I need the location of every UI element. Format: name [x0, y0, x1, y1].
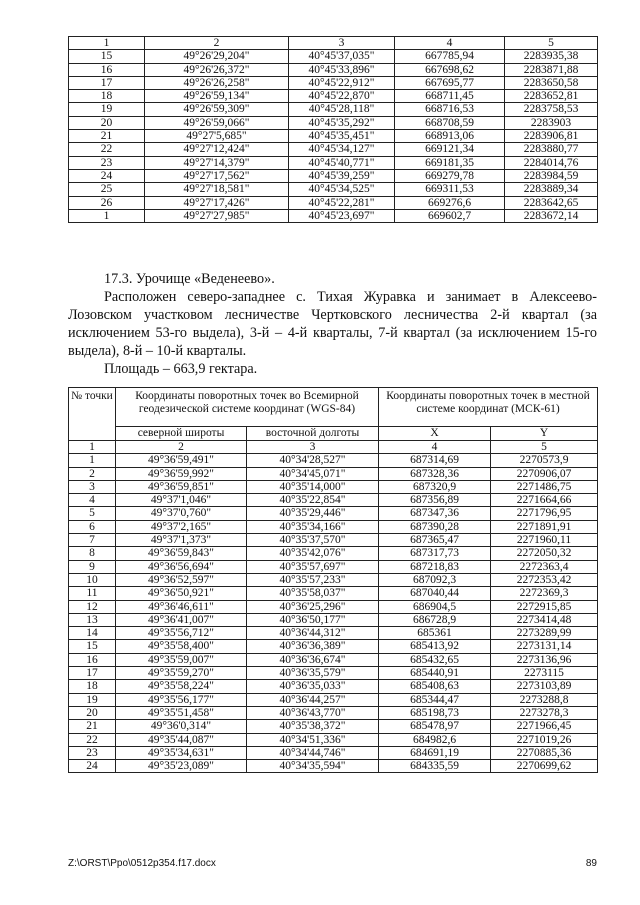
table-cell: 2273414,48	[491, 613, 598, 626]
table-cell: 49°35'23,089"	[116, 760, 247, 773]
table-cell: 49°36'59,851"	[116, 480, 247, 493]
table-cell: 2271664,66	[491, 494, 598, 507]
table-cell: 18	[69, 680, 116, 693]
table-cell: 24	[69, 169, 145, 182]
table-cell: 2272915,85	[491, 600, 598, 613]
table-row	[69, 454, 598, 467]
table-cell: 49°37'0,760"	[116, 507, 247, 520]
table-cell: 668711,45	[395, 90, 505, 103]
table-cell: 49°35'56,177"	[116, 693, 247, 706]
table-cell: 40°45'34,127"	[289, 143, 395, 156]
table-cell: 49°36'52,597"	[116, 573, 247, 586]
table-cell: 2272050,32	[491, 547, 598, 560]
table-cell: 685198,73	[379, 706, 491, 719]
table-cell: 40°35'29,446"	[247, 507, 379, 520]
table-numbering-row	[69, 37, 598, 50]
subheader-x: X	[379, 427, 491, 441]
table-cell: 669279,78	[395, 169, 505, 182]
table-cell: 40°45'40,771"	[289, 156, 395, 169]
table-cell: 2273289,99	[491, 627, 598, 640]
section-area: Площадь – 663,9 гектара.	[104, 361, 258, 377]
table-cell: 15	[69, 50, 145, 63]
table-cell: 49°26'26,372"	[145, 63, 289, 76]
table-cell: 2283650,58	[505, 76, 598, 89]
table-cell: 2	[69, 467, 116, 480]
table-cell: 40°36'43,770"	[247, 706, 379, 719]
table-cell: 24	[69, 760, 116, 773]
table-cell: 687365,47	[379, 534, 491, 547]
table-cell: 40°45'35,451"	[289, 130, 395, 143]
table-cell: 40°45'22,912"	[289, 76, 395, 89]
table-row	[69, 587, 598, 600]
header-point-number: № точки	[69, 388, 116, 441]
table-cell: 16	[69, 63, 145, 76]
table-cell: 2283652,81	[505, 90, 598, 103]
table-cell: 2283880,77	[505, 143, 598, 156]
table-cell: 40°36'50,177"	[247, 613, 379, 626]
table-cell: 10	[69, 573, 116, 586]
table-row	[69, 467, 598, 480]
table-cell: 49°36'50,921"	[116, 587, 247, 600]
table-cell: 685413,92	[379, 640, 491, 653]
table-cell: 687390,28	[379, 520, 491, 533]
table-cell: 686904,5	[379, 600, 491, 613]
table-body	[69, 50, 598, 223]
table-cell: 8	[69, 547, 116, 560]
table-cell: 15	[69, 640, 116, 653]
table-row	[69, 560, 598, 573]
table-row	[69, 547, 598, 560]
column-number: 3	[247, 441, 379, 454]
table-subheader-row	[69, 427, 598, 441]
page-number: 89	[585, 858, 597, 869]
table-cell: 2271966,45	[491, 720, 598, 733]
table-row	[69, 573, 598, 586]
table-cell: 1	[69, 454, 116, 467]
column-number: 2	[145, 37, 289, 50]
table-cell: 685432,65	[379, 653, 491, 666]
table-cell: 40°34'44,746"	[247, 746, 379, 759]
subheader-y: Y	[491, 427, 598, 441]
table-cell: 687317,73	[379, 547, 491, 560]
table-cell: 2284014,76	[505, 156, 598, 169]
table-cell: 40°45'39,259"	[289, 169, 395, 182]
table-row	[69, 116, 598, 129]
table-cell: 669276,6	[395, 196, 505, 209]
column-number: 2	[116, 441, 247, 454]
table-cell: 9	[69, 560, 116, 573]
table-cell: 2283871,88	[505, 63, 598, 76]
table-cell: 40°35'34,166"	[247, 520, 379, 533]
table-row	[69, 63, 598, 76]
table-cell: 669311,53	[395, 183, 505, 196]
table-cell: 667785,94	[395, 50, 505, 63]
table-cell: 2283903	[505, 116, 598, 129]
table-cell: 49°37'1,046"	[116, 494, 247, 507]
table-cell: 49°35'44,087"	[116, 733, 247, 746]
table-cell: 49°27'27,985"	[145, 209, 289, 222]
table-cell: 49°27'18,581"	[145, 183, 289, 196]
table-cell: 2273103,89	[491, 680, 598, 693]
table-cell: 49°37'1,373"	[116, 534, 247, 547]
table-cell: 2283984,59	[505, 169, 598, 182]
table-cell: 669181,35	[395, 156, 505, 169]
table-cell: 40°45'34,525"	[289, 183, 395, 196]
table-cell: 2283758,53	[505, 103, 598, 116]
table-cell: 40°35'14,000"	[247, 480, 379, 493]
table-row	[69, 196, 598, 209]
column-number: 3	[289, 37, 395, 50]
table-cell: 49°35'51,458"	[116, 706, 247, 719]
table-numbering-row	[69, 441, 598, 454]
table-cell: 25	[69, 183, 145, 196]
table-cell: 2270573,9	[491, 454, 598, 467]
table-cell: 16	[69, 653, 116, 666]
table-cell: 2283642,65	[505, 196, 598, 209]
table-row	[69, 169, 598, 182]
table-row	[69, 733, 598, 746]
table-cell: 684335,59	[379, 760, 491, 773]
table-cell: 49°27'17,562"	[145, 169, 289, 182]
table-cell: 40°36'36,674"	[247, 653, 379, 666]
table-cell: 40°35'37,570"	[247, 534, 379, 547]
table-cell: 668716,53	[395, 103, 505, 116]
table-cell: 40°35'38,372"	[247, 720, 379, 733]
table-row	[69, 667, 598, 680]
footer-file-path: Z:\ORST\Ppo\0512p354.f17.docx	[68, 858, 216, 869]
table-cell: 40°36'25,296"	[247, 600, 379, 613]
table-cell: 40°35'22,854"	[247, 494, 379, 507]
table-row	[69, 693, 598, 706]
header-wgs84: Координаты поворотных точек во Всемирной геодезической системе координат (WGS-84)	[116, 388, 379, 427]
table-cell: 2283672,14	[505, 209, 598, 222]
table-row	[69, 156, 598, 169]
table-cell: 685408,63	[379, 680, 491, 693]
table-cell: 49°27'5,685"	[145, 130, 289, 143]
table-cell: 685440,91	[379, 667, 491, 680]
table-cell: 40°35'57,697"	[247, 560, 379, 573]
table-cell: 5	[69, 507, 116, 520]
table-cell: 21	[69, 720, 116, 733]
table-cell: 49°26'59,066"	[145, 116, 289, 129]
table-cell: 49°36'0,314"	[116, 720, 247, 733]
table-cell: 2272369,3	[491, 587, 598, 600]
table-cell: 49°35'58,400"	[116, 640, 247, 653]
table-cell: 687092,3	[379, 573, 491, 586]
table-cell: 2283906,81	[505, 130, 598, 143]
table-cell: 2271796,95	[491, 507, 598, 520]
table-cell: 22	[69, 143, 145, 156]
table-row	[69, 534, 598, 547]
table-cell: 49°27'14,379"	[145, 156, 289, 169]
table-cell: 40°36'35,579"	[247, 667, 379, 680]
table-body	[69, 454, 598, 773]
table-cell: 687314,69	[379, 454, 491, 467]
subheader-latitude: северной широты	[116, 427, 247, 441]
table-cell: 49°36'56,694"	[116, 560, 247, 573]
table-row	[69, 76, 598, 89]
table-cell: 2273136,96	[491, 653, 598, 666]
table-row	[69, 706, 598, 719]
table-cell: 23	[69, 156, 145, 169]
table-row	[69, 480, 598, 493]
table-cell: 40°45'22,870"	[289, 90, 395, 103]
table-cell: 2283889,34	[505, 183, 598, 196]
table-row	[69, 627, 598, 640]
table-cell: 685344,47	[379, 693, 491, 706]
table-cell: 49°36'41,007"	[116, 613, 247, 626]
table-cell: 49°26'59,309"	[145, 103, 289, 116]
table-row	[69, 130, 598, 143]
table-row	[69, 520, 598, 533]
table-row	[69, 494, 598, 507]
section-heading: 17.3. Урочище «Веденеево».	[104, 271, 275, 287]
table-cell: 20	[69, 706, 116, 719]
table-row	[69, 760, 598, 773]
table-cell: 23	[69, 746, 116, 759]
table-cell: 2271891,91	[491, 520, 598, 533]
table-cell: 1	[69, 209, 145, 222]
table-cell: 2271960,11	[491, 534, 598, 547]
header-msk61: Координаты поворотных точек в местной системе координат (МСК-61)	[379, 388, 598, 427]
table-cell: 2270885,36	[491, 746, 598, 759]
table-cell: 687320,9	[379, 480, 491, 493]
table-cell: 685478,97	[379, 720, 491, 733]
table-cell: 40°45'22,281"	[289, 196, 395, 209]
table-row	[69, 600, 598, 613]
table-cell: 40°35'42,076"	[247, 547, 379, 560]
column-number: 5	[505, 37, 598, 50]
table-cell: 49°35'58,224"	[116, 680, 247, 693]
table-cell: 49°26'26,258"	[145, 76, 289, 89]
table-row	[69, 746, 598, 759]
table-cell: 40°36'44,312"	[247, 627, 379, 640]
coordinates-table-vedeneevo	[68, 387, 598, 773]
table-cell: 40°45'33,896"	[289, 63, 395, 76]
coordinates-table-continued	[68, 36, 598, 223]
table-cell: 687218,83	[379, 560, 491, 573]
table-cell: 18	[69, 90, 145, 103]
table-cell: 13	[69, 613, 116, 626]
table-cell: 667695,77	[395, 76, 505, 89]
table-cell: 21	[69, 130, 145, 143]
table-cell: 49°26'59,134"	[145, 90, 289, 103]
table-cell: 17	[69, 667, 116, 680]
table-cell: 40°34'28,527"	[247, 454, 379, 467]
table-cell: 2270699,62	[491, 760, 598, 773]
table-cell: 19	[69, 103, 145, 116]
table-cell: 3	[69, 480, 116, 493]
table-row	[69, 50, 598, 63]
table-cell: 40°34'35,594"	[247, 760, 379, 773]
table-row	[69, 209, 598, 222]
table-cell: 669121,34	[395, 143, 505, 156]
table-cell: 40°34'45,071"	[247, 467, 379, 480]
table-cell: 668913,06	[395, 130, 505, 143]
table-cell: 49°36'59,491"	[116, 454, 247, 467]
subheader-longitude: восточной долготы	[247, 427, 379, 441]
table-header-row	[69, 388, 598, 427]
table-row	[69, 90, 598, 103]
table-cell: 687356,89	[379, 494, 491, 507]
table-cell: 49°36'59,843"	[116, 547, 247, 560]
table-cell: 687328,36	[379, 467, 491, 480]
table-cell: 2273115	[491, 667, 598, 680]
table-cell: 667698,62	[395, 63, 505, 76]
table-cell: 49°35'59,270"	[116, 667, 247, 680]
table-row	[69, 680, 598, 693]
table-cell: 2273131,14	[491, 640, 598, 653]
column-number: 5	[491, 441, 598, 454]
table-cell: 7	[69, 534, 116, 547]
table-cell: 14	[69, 627, 116, 640]
table-row	[69, 103, 598, 116]
table-cell: 4	[69, 494, 116, 507]
table-row	[69, 507, 598, 520]
table-row	[69, 653, 598, 666]
column-number: 1	[69, 441, 116, 454]
table-cell: 687347,36	[379, 507, 491, 520]
table-cell: 687040,44	[379, 587, 491, 600]
table-cell: 49°36'59,992"	[116, 467, 247, 480]
table-cell: 2273288,8	[491, 693, 598, 706]
table-cell: 40°45'35,292"	[289, 116, 395, 129]
table-cell: 2272363,4	[491, 560, 598, 573]
column-number: 4	[395, 37, 505, 50]
table-cell: 17	[69, 76, 145, 89]
table-row	[69, 143, 598, 156]
table-cell: 684982,6	[379, 733, 491, 746]
table-cell: 40°36'35,033"	[247, 680, 379, 693]
table-cell: 6	[69, 520, 116, 533]
table-cell: 2271019,26	[491, 733, 598, 746]
table-cell: 20	[69, 116, 145, 129]
table-cell: 26	[69, 196, 145, 209]
table-cell: 49°37'2,165"	[116, 520, 247, 533]
table-cell: 2271486,75	[491, 480, 598, 493]
column-number: 1	[69, 37, 145, 50]
table-cell: 40°36'36,389"	[247, 640, 379, 653]
table-cell: 40°45'28,118"	[289, 103, 395, 116]
table-cell: 49°26'29,204"	[145, 50, 289, 63]
table-cell: 2270906,07	[491, 467, 598, 480]
table-cell: 2273278,3	[491, 706, 598, 719]
table-cell: 49°27'12,424"	[145, 143, 289, 156]
table-row	[69, 720, 598, 733]
table-cell: 22	[69, 733, 116, 746]
table-cell: 40°45'37,035"	[289, 50, 395, 63]
table-row	[69, 613, 598, 626]
table-row	[69, 183, 598, 196]
table-cell: 40°35'58,037"	[247, 587, 379, 600]
table-cell: 686728,9	[379, 613, 491, 626]
table-cell: 40°34'51,336"	[247, 733, 379, 746]
table-cell: 49°35'59,007"	[116, 653, 247, 666]
table-cell: 668708,59	[395, 116, 505, 129]
table-cell: 49°27'17,426"	[145, 196, 289, 209]
table-cell: 684691,19	[379, 746, 491, 759]
table-cell: 49°35'34,631"	[116, 746, 247, 759]
table-cell: 2272353,42	[491, 573, 598, 586]
table-cell: 19	[69, 693, 116, 706]
table-cell: 11	[69, 587, 116, 600]
table-cell: 2283935,38	[505, 50, 598, 63]
table-cell: 685361	[379, 627, 491, 640]
table-cell: 49°36'46,611"	[116, 600, 247, 613]
table-row	[69, 640, 598, 653]
section-description: Расположен северо-западнее с. Тихая Журавка и занимает в Алексеево-Лозовском участковом лесничестве Чертковского лесничества 2-й квартал (за исключением 53-го выдела), 3-й – 4-й кварталы, 7-й квартал (за исключением 15-го выдела), 8-й – 10-й кварталы.	[68, 289, 597, 359]
table-cell: 40°36'44,257"	[247, 693, 379, 706]
table-cell: 49°35'56,712"	[116, 627, 247, 640]
table-cell: 669602,7	[395, 209, 505, 222]
table-cell: 40°45'23,697"	[289, 209, 395, 222]
table-cell: 12	[69, 600, 116, 613]
column-number: 4	[379, 441, 491, 454]
table-cell: 40°35'57,233"	[247, 573, 379, 586]
